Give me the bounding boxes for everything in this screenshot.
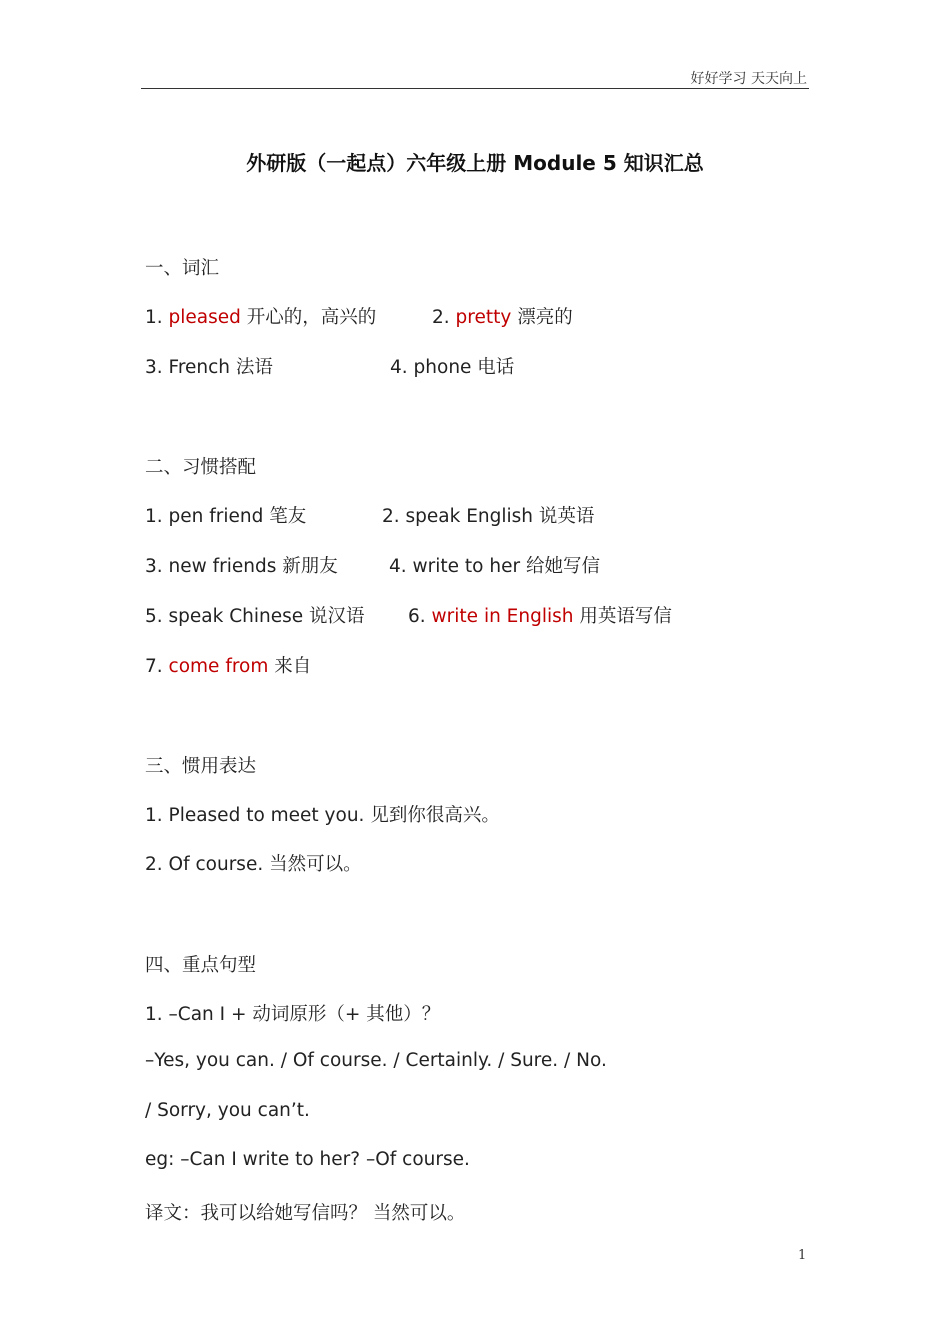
vocab-1-word: pleased [168,307,241,328]
sentence-translation: 译文：我可以给她写信吗？ 当然可以。 [145,1203,466,1224]
section-heading-collocations: 二、习惯搭配 [145,457,257,478]
vocab-row-2 [145,353,515,379]
sentence-pattern: 1. –Can I + 动词原形（+ 其他）？ [145,1004,441,1025]
page-number: 1 [798,1248,807,1263]
collocation-6-number: 6. [408,606,432,627]
collocation-6 [408,602,672,628]
vocab-2-word: pretty [455,307,512,328]
section-heading-expressions: 三、惯用表达 [145,756,257,777]
sentence-example: eg: –Can I write to her? –Of course. [145,1149,470,1170]
collocation-7-meaning: 来自 [268,656,312,677]
collocation-1: 1. pen friend 笔友 [145,506,307,527]
header-motto: 好好学习 天天向上 [690,71,807,87]
collocation-row-3 [145,602,672,628]
collocation-row-4 [145,652,311,678]
vocab-2-number: 2. [432,307,456,328]
collocation-7-number: 7. [145,656,169,677]
collocation-3: 3. new friends 新朋友 [145,556,338,577]
document-title: 外研版（一起点）六年级上册 Module 5 知识汇总 [246,151,704,175]
vocab-1-meaning: 开心的，高兴的 [240,307,377,328]
sentence-answers: –Yes, you can. / Of course. / Certainly. / Sure. / No. [145,1050,607,1071]
collocation-4: 4. write to her 给她写信 [389,556,600,577]
section-heading-vocabulary: 一、词汇 [145,258,220,279]
collocation-5: 5. speak Chinese 说汉语 [145,606,365,627]
section-heading-key-sentences: 四、重点句型 [145,955,257,976]
collocation-row-1 [145,502,595,528]
expression-2: 2. Of course. 当然可以。 [145,854,362,875]
vocab-3: 3. French 法语 [145,357,273,378]
vocab-4: 4. phone 电话 [390,357,515,378]
collocation-7-phrase: come from [168,656,269,677]
vocab-1-number: 1. [145,307,169,328]
sentence-answers-cont: / Sorry, you can’t. [145,1100,310,1121]
collocation-6-phrase: write in English [431,606,574,627]
expression-1: 1. Pleased to meet you. 见到你很高兴。 [145,805,500,826]
collocation-row-2 [145,552,600,578]
collocation-6-meaning: 用英语写信 [573,606,672,627]
vocab-2 [432,303,573,329]
vocab-2-meaning: 漂亮的 [511,307,573,328]
collocation-2: 2. speak English 说英语 [382,506,595,527]
page-header [141,68,809,89]
vocab-row-1 [145,303,573,329]
